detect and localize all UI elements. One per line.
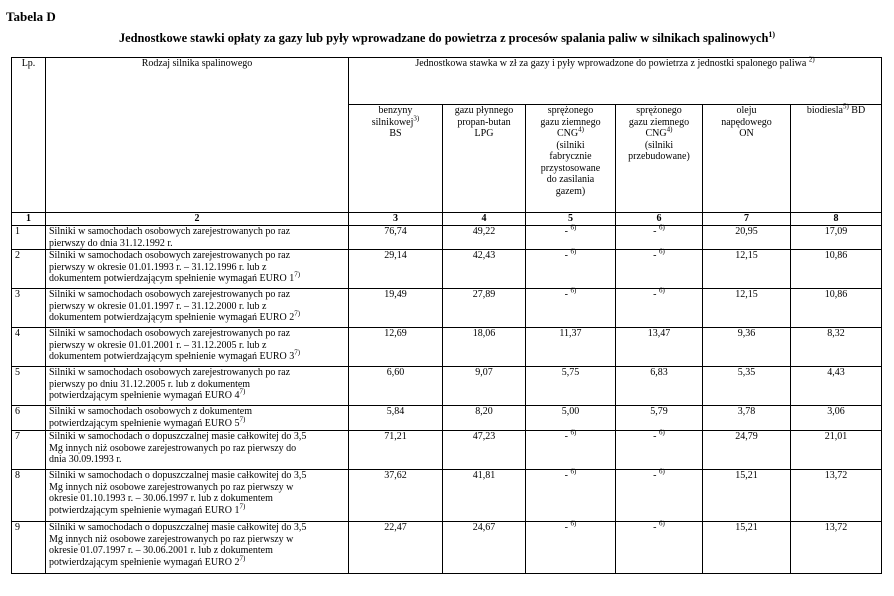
rate-cell [349, 367, 443, 406]
column-header-line: benzyny [378, 105, 413, 116]
rate-cell [616, 367, 703, 406]
column-number: 2 [46, 213, 349, 226]
column-header-line: przebudowane) [628, 151, 690, 162]
rate-value: 12,15 [735, 289, 758, 300]
row-description-line: pierwszy w okresie 01.01.1997 r. – 31.12.2000 r. lub z [49, 300, 267, 312]
rate-cell [616, 467, 703, 522]
table-row [12, 406, 882, 431]
rate-cell [791, 226, 882, 250]
column-header-line: przystosowane [540, 162, 601, 174]
rate-value: 21,01 [824, 431, 848, 442]
rate-value: - [653, 250, 659, 261]
rate-cell [349, 406, 443, 431]
rate-value: 5,75 [561, 367, 580, 378]
rate-cell [791, 406, 882, 431]
rate-value: - [653, 226, 659, 237]
rate-cell [791, 431, 882, 470]
row-lp: 7 [12, 431, 46, 470]
column-header [526, 105, 616, 213]
column-header-line: biodiesla [806, 105, 843, 116]
table-row [12, 522, 882, 574]
footnote-ref: 6) [659, 519, 665, 528]
footnote-ref: 4) [666, 125, 673, 134]
table-row [12, 470, 882, 522]
rate-value: - [564, 289, 571, 300]
row-description-line: okresie 01.07.1997 r. – 30.06.2001 r. lub z dokumentem [49, 545, 273, 556]
row-description-line: Silniki w samochodach osobowych z dokumentem [49, 406, 253, 417]
row-description-line: pierwszy w okresie 01.01.2001 r. – 31.12.2005 r. lub z [49, 339, 267, 351]
rate-cell [616, 406, 703, 431]
rate-value: 13,72 [824, 470, 848, 481]
rate-value: 12,15 [735, 250, 758, 261]
column-header-line: fabrycznie [549, 151, 592, 162]
row-description-line: Silniki w samochodach osobowych zarejestrowanych po raz [49, 367, 291, 378]
row-description-line: pierwszy do dnia 31.12.1992 r. [49, 237, 173, 249]
rate-value: - [653, 289, 659, 300]
rate-cell [703, 406, 791, 431]
rate-cell [443, 406, 526, 431]
rate-value: - [653, 522, 659, 533]
rate-value: 3,06 [827, 406, 845, 417]
rate-cell [616, 223, 703, 250]
row-description [46, 226, 349, 250]
row-description [46, 250, 349, 289]
row-lp: 3 [12, 289, 46, 328]
footnote-ref: 6) [659, 428, 665, 437]
column-header [349, 105, 443, 213]
row-description-line: Mg innych niż osobowe zarejestrowanych po raz pierwszy w [49, 533, 294, 545]
rate-value: 3,78 [737, 406, 756, 417]
rate-cell [349, 522, 443, 574]
column-header-line: BD [851, 105, 866, 116]
rate-value: 27,89 [472, 289, 496, 300]
row-description [46, 431, 349, 470]
rate-cell [616, 286, 703, 328]
rate-value: 24,79 [735, 431, 758, 442]
column-number: 3 [349, 213, 443, 226]
rate-value: - [564, 431, 571, 442]
rates-table [11, 57, 882, 574]
column-header [703, 105, 791, 213]
rate-cell [443, 431, 526, 470]
rate-value: - [564, 226, 571, 237]
footnote-ref: 7) [294, 348, 301, 357]
rate-value: 6,83 [650, 367, 668, 378]
footnote-ref: 7) [239, 502, 246, 511]
footnote-ref: 5) [842, 102, 849, 111]
column-header-line: CNG [557, 128, 579, 139]
row-lp: 5 [12, 367, 46, 406]
row-description-line: Silniki w samochodach o dopuszczalnej masie całkowitej do 3,5 [49, 470, 307, 481]
table-row [12, 250, 882, 289]
row-lp: 2 [12, 250, 46, 289]
row-description-line: Silniki w samochodach o dopuszczalnej masie całkowitej do 3,5 [49, 522, 307, 533]
footnote-ref: 6) [570, 247, 577, 256]
rate-value: 11,37 [559, 328, 582, 339]
rate-cell [443, 250, 526, 289]
rate-cell [443, 328, 526, 367]
footnote-ref: 7) [239, 387, 246, 396]
header-lp: Lp. [12, 58, 46, 213]
column-header-line: sprężonego [636, 105, 682, 116]
rate-value: - [564, 522, 571, 533]
rate-cell [349, 226, 443, 250]
column-header [443, 105, 526, 213]
rate-cell [791, 328, 882, 367]
rate-cell [526, 519, 616, 574]
column-header-line: napędowego [721, 116, 772, 128]
rate-cell [616, 328, 703, 367]
rate-cell [349, 470, 443, 522]
row-description-line: potwierdzającym spełnienie wymagań EURO 4 [49, 390, 240, 401]
footnote-ref: 6) [659, 223, 665, 232]
column-number: 8 [791, 213, 882, 226]
rate-cell [703, 289, 791, 328]
rate-value: 49,22 [472, 226, 496, 237]
column-number: 4 [443, 213, 526, 226]
rate-value: 8,20 [475, 406, 493, 417]
rate-cell [791, 367, 882, 406]
row-description-line: Silniki w samochodach osobowych zarejestrowanych po raz [49, 328, 291, 339]
footnote-ref: 1) [768, 29, 776, 39]
footnote-ref: 4) [578, 125, 584, 134]
rate-value: 10,86 [824, 289, 848, 300]
footnote-ref: 7) [239, 415, 246, 424]
rate-value: 9,36 [737, 328, 756, 339]
rate-value: 13,47 [647, 328, 671, 339]
column-header [616, 105, 703, 213]
row-lp: 4 [12, 328, 46, 367]
rate-cell [791, 522, 882, 574]
table-row [12, 431, 882, 470]
column-header-line: silnikowej [371, 116, 414, 128]
footnote-ref: 3) [413, 114, 420, 123]
rate-value: 29,14 [384, 250, 407, 261]
rate-value: 6,60 [386, 367, 405, 378]
rate-cell [349, 431, 443, 470]
column-header-line: gazu płynnego [454, 105, 514, 116]
rate-cell [526, 286, 616, 328]
rate-value: 9,07 [475, 367, 493, 378]
rate-value: 4,43 [827, 367, 845, 378]
column-header-line: LPG [474, 128, 494, 139]
row-description-line: potwierdzającym spełnienie wymagań EURO 5 [49, 417, 240, 429]
rate-value: 5,84 [386, 406, 405, 417]
rate-value: 24,67 [472, 522, 496, 533]
rate-value: 5,79 [650, 406, 668, 417]
row-description-line: pierwszy po dniu 31.12.2005 r. lub z dokumentem [49, 378, 251, 390]
rate-cell [703, 367, 791, 406]
column-header-line: sprężonego [547, 105, 594, 116]
rate-value: - [564, 250, 571, 261]
footnote-ref: 6) [570, 286, 577, 295]
rate-value: - [564, 470, 571, 481]
rate-value: 5,35 [737, 367, 756, 378]
rate-value: 10,86 [824, 250, 848, 261]
column-header-line: BS [389, 128, 402, 139]
rate-value: 8,32 [827, 328, 845, 339]
column-header-line: ON [739, 128, 754, 139]
footnote-ref: 6) [570, 519, 577, 528]
rate-value: 71,21 [384, 431, 407, 442]
table-row [12, 367, 882, 406]
column-header-line: (silniki [556, 139, 585, 151]
rate-value: 22,47 [384, 522, 407, 533]
row-description-line: dokumentem potwierdzającym spełnienie wymagań EURO 3 [49, 351, 295, 362]
rate-cell [703, 522, 791, 574]
rate-cell [443, 470, 526, 522]
rate-value: 76,74 [384, 226, 407, 237]
rate-value: 15,21 [735, 470, 758, 481]
rate-cell [703, 470, 791, 522]
rate-cell [526, 428, 616, 470]
footnote-ref: 2) [808, 55, 815, 64]
column-header-line: do zasilania [546, 174, 595, 185]
rate-value: 12,69 [384, 328, 407, 339]
rate-value: 37,62 [384, 470, 407, 481]
rate-value: - [653, 470, 659, 481]
rate-cell [526, 406, 616, 431]
row-lp: 9 [12, 522, 46, 574]
footnote-ref: 7) [294, 309, 301, 318]
rate-cell [616, 247, 703, 289]
rate-value: 20,95 [735, 226, 758, 237]
rate-value: 17,09 [824, 226, 848, 237]
column-header-line: propan-butan [457, 116, 511, 128]
rate-cell [791, 289, 882, 328]
column-number: 7 [703, 213, 791, 226]
header-engine-kind: Rodzaj silnika spalinowego [46, 58, 349, 213]
rate-cell [349, 289, 443, 328]
row-lp: 1 [12, 226, 46, 250]
row-description-line: okresie 01.10.1993 r. – 30.06.1997 r. lub z dokumentem [49, 493, 273, 504]
rate-cell [526, 223, 616, 250]
rate-cell [616, 428, 703, 470]
rate-cell [526, 467, 616, 522]
rate-cell [526, 367, 616, 406]
rate-cell [791, 470, 882, 522]
rate-value: 5,00 [561, 406, 580, 417]
footnote-ref: 6) [570, 467, 577, 476]
column-number: 5 [526, 213, 616, 226]
rate-cell [616, 519, 703, 574]
row-lp: 6 [12, 406, 46, 431]
row-description-line: Mg innych niż osobowe zarejestrowanych po raz pierwszy do [49, 442, 297, 454]
row-description-line: potwierdzającym spełnienie wymagań EURO 1 [49, 504, 240, 516]
rate-cell [703, 250, 791, 289]
footnote-ref: 7) [239, 554, 246, 563]
footnote-ref: 6) [659, 467, 665, 476]
row-description [46, 289, 349, 328]
rate-value: 42,43 [472, 250, 496, 261]
footnote-ref: 6) [570, 223, 577, 232]
rate-cell [703, 226, 791, 250]
footnote-ref: 6) [659, 286, 665, 295]
table-subtitle [0, 31, 894, 46]
rate-cell [443, 367, 526, 406]
footnote-ref: 7) [294, 270, 301, 279]
column-header-line: oleju [736, 105, 757, 116]
rate-cell [791, 250, 882, 289]
row-description-line: pierwszy w okresie 01.01.1993 r. – 31.12.1996 r. lub z [49, 261, 267, 273]
rate-value: 18,06 [472, 328, 496, 339]
row-description [46, 470, 349, 522]
row-lp: 8 [12, 470, 46, 522]
column-header-line: gazu ziemnego [540, 116, 601, 128]
row-description-line: dnia 30.09.1993 r. [49, 454, 122, 465]
header-group-text: Jednostkowa stawka w zł za gazy i pyły wprowadzone do powietrza z jednostki spalonego paliwa [415, 58, 807, 69]
table-row [12, 328, 882, 367]
row-description-line: Mg innych niż osobowe zarejestrowanych po raz pierwszy w [49, 481, 294, 493]
rate-value: 41,81 [472, 470, 496, 481]
subtitle-text: Jednostkowe stawki opłaty za gazy lub pyły wprowadzane do powietrza z procesów spalania paliw w silnikach spalinowych [118, 31, 769, 45]
header-group [349, 55, 882, 105]
rate-cell [526, 328, 616, 367]
column-header-line: CNG [645, 128, 667, 139]
rate-value: 13,72 [824, 522, 848, 533]
rate-value: 19,49 [384, 289, 407, 300]
rate-cell [443, 522, 526, 574]
rate-cell [526, 247, 616, 289]
rate-cell [349, 250, 443, 289]
row-description [46, 406, 349, 431]
rate-cell [349, 328, 443, 367]
rate-cell [703, 328, 791, 367]
column-header-line: (silniki [644, 139, 674, 151]
column-header [791, 102, 882, 213]
row-description [46, 522, 349, 574]
row-description-line: Silniki w samochodach osobowych zarejestrowanych po raz [49, 226, 291, 237]
row-description-line: Silniki w samochodach o dopuszczalnej masie całkowitej do 3,5 [49, 431, 307, 442]
row-description-line: Silniki w samochodach osobowych zarejestrowanych po raz [49, 250, 291, 261]
rate-value: - [653, 431, 659, 442]
row-description-line: Silniki w samochodach osobowych zarejestrowanych po raz [49, 289, 291, 300]
column-number: 1 [12, 213, 46, 226]
row-description-line: dokumentem potwierdzającym spełnienie wymagań EURO 2 [49, 312, 295, 323]
row-description [46, 367, 349, 406]
footnote-ref: 6) [570, 428, 577, 437]
table-row [12, 289, 882, 328]
column-number: 6 [616, 213, 703, 226]
row-description-line: dokumentem potwierdzającym spełnienie wymagań EURO 1 [49, 273, 295, 284]
row-description [46, 328, 349, 367]
table-row [12, 226, 882, 250]
row-description-line: potwierdzającym spełnienie wymagań EURO 2 [49, 556, 240, 568]
table-title: Tabela D [6, 9, 56, 24]
rate-cell [443, 226, 526, 250]
rate-cell [443, 289, 526, 328]
rate-value: 47,23 [472, 431, 496, 442]
column-header-line: gazu ziemnego [628, 116, 690, 128]
footnote-ref: 6) [659, 247, 665, 256]
column-header-line: gazem) [555, 185, 586, 197]
rate-value: 15,21 [735, 522, 758, 533]
rate-cell [703, 431, 791, 470]
